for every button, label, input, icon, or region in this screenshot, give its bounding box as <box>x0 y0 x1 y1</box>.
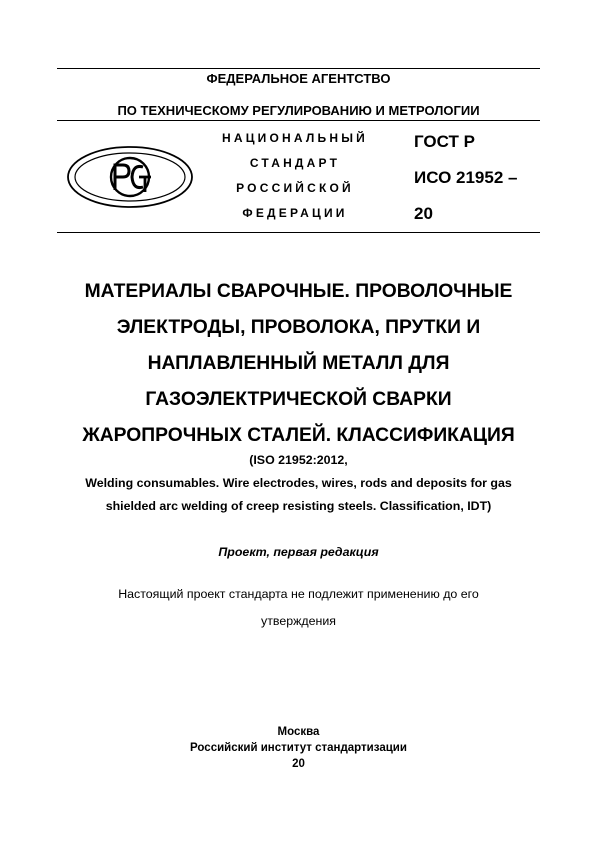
header-bottom-rule <box>57 232 540 233</box>
title-line-2: ЭЛЕКТРОДЫ, ПРОВОЛОКА, ПРУТКИ И <box>116 317 481 338</box>
title-line-3: НАПЛАВЛЕННЫЙ МЕТАЛЛ ДЛЯ <box>147 353 450 374</box>
original-standard-reference <box>57 449 540 518</box>
document-title <box>57 274 540 454</box>
agency-line-1: ФЕДЕРАЛЬНОЕ АГЕНТСТВО <box>206 71 391 86</box>
title-line-4: ГАЗОЭЛЕКТРИЧЕСКОЙ СВАРКИ <box>145 389 452 410</box>
natlabel-line-1: НАЦИОНАЛЬНЫЙ <box>221 131 369 145</box>
agency-block <box>57 68 540 121</box>
notice <box>57 583 540 633</box>
notice-line-1: Настоящий проект стандарта не подлежит применению до его <box>118 587 479 601</box>
agency-rule <box>57 120 540 121</box>
imprint-city: Москва <box>277 726 320 738</box>
gost-r-certification-logo-icon <box>57 134 203 220</box>
original-line-1: (ISO 21952:2012, <box>249 453 348 467</box>
title-line-5: ЖАРОПРОЧНЫХ СТАЛЕЙ. КЛАССИФИКАЦИЯ <box>82 425 515 446</box>
designation-line-3: 20 <box>414 204 433 223</box>
agency-line-2: ПО ТЕХНИЧЕСКОМУ РЕГУЛИРОВАНИЮ И МЕТРОЛОГИИ <box>117 103 480 118</box>
natlabel-line-4: ФЕДЕРАЦИИ <box>242 206 348 220</box>
national-standard-label <box>205 128 385 223</box>
notice-line-2: утверждения <box>261 614 336 628</box>
original-line-3: shielded arc welding of creep resisting steels. Classification, IDT) <box>105 499 492 513</box>
title-line-1: МАТЕРИАЛЫ СВАРОЧНЫЕ. ПРОВОЛОЧНЫЕ <box>84 281 513 302</box>
imprint-year: 20 <box>292 758 305 770</box>
natlabel-line-3: РОССИЙСКОЙ <box>236 181 354 195</box>
natlabel-line-2: СТАНДАРТ <box>249 156 341 170</box>
draft-stage: Проект, первая редакция <box>218 545 379 559</box>
imprint-publisher: Российский институт стандартизации <box>190 742 407 754</box>
standard-designation <box>414 124 517 232</box>
designation-line-2: ИСО 21952 – <box>414 168 518 187</box>
designation-line-1: ГОСТ Р <box>414 132 475 151</box>
imprint <box>57 724 540 772</box>
original-line-2: Welding consumables. Wire electrodes, wires, rods and deposits for gas <box>85 476 512 490</box>
